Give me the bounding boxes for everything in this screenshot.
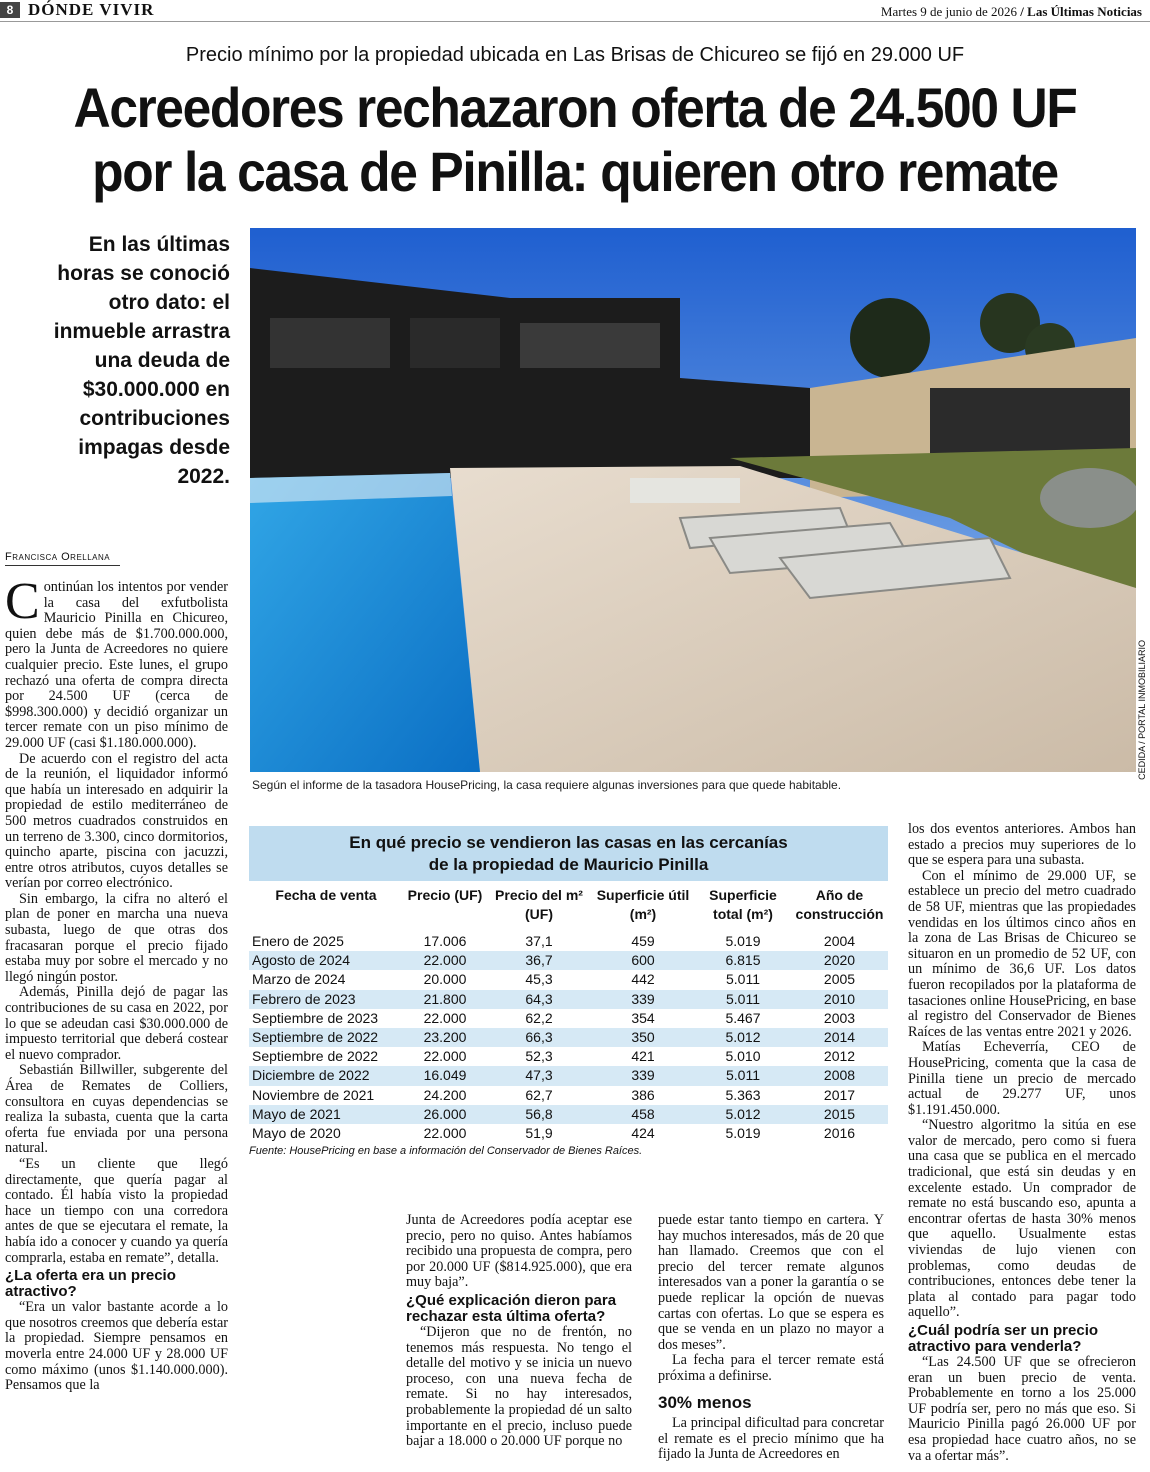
table-cell: 5.019 — [725, 933, 761, 949]
table-cell: 47,3 — [487, 1066, 591, 1085]
table-cell: 36,7 — [487, 951, 591, 970]
table-cell: 2012 — [823, 1048, 856, 1065]
table-cell: 354 — [631, 1009, 655, 1026]
table-cell: Noviembre de 2021 — [252, 1086, 375, 1103]
table-cell: Marzo de 2024 — [252, 971, 346, 988]
table-row — [249, 1124, 888, 1143]
col1-paragraph: “Era un valor bastante acorde a lo que nosotros creemos que debería estar la propiedad. Siempre pensamos en moverla entre 24.000 UF y 28.000 UF como máximo (unos $1.140.000.000). Pensamos que la — [5, 1299, 228, 1394]
article-column-4 — [908, 822, 1136, 1464]
table-cell: Febrero de 2023 — [249, 990, 403, 1009]
table-cell: 2017 — [823, 1086, 856, 1103]
col3-paragraph: La principal dificultad para concretar el remate es el precio mínimo que ha fijado la Junta de Acreedores en — [658, 1415, 884, 1463]
table-row — [249, 1047, 888, 1066]
article-column-2 — [406, 1213, 632, 1450]
table-cell: 339 — [591, 990, 695, 1009]
table-cell: 51,9 — [525, 1125, 553, 1142]
table-cell: 16.049 — [403, 1066, 487, 1085]
col1-paragraph: Sin embargo, la cifra no alteró el plan de poner en marcha una nueva subasta, luego de que otras dos fracasaran porque el precio fijado estaba muy por sobre el mercado y no llegó ningún postor. — [5, 890, 228, 985]
column-header: Año de construcción — [795, 887, 884, 922]
table-row — [249, 970, 888, 989]
section-title: DÓNDE VIVIR — [28, 0, 155, 19]
table-title-line: de la propiedad de Mauricio Pinilla — [428, 855, 709, 874]
table-cell: 45,3 — [525, 971, 553, 988]
table-cell: 350 — [591, 1028, 695, 1047]
table-row — [249, 1066, 888, 1085]
table-cell: Mayo de 2020 — [252, 1125, 341, 1142]
table-cell: Diciembre de 2022 — [249, 1066, 403, 1085]
interview-question: ¿Qué explicación dieron para rechazar esta última oferta? — [406, 1291, 617, 1325]
table-cell: 5.012 — [695, 1028, 791, 1047]
table-cell: 52,3 — [525, 1048, 553, 1065]
table-row — [249, 1009, 888, 1028]
table-row — [249, 932, 888, 951]
table-cell: 22.000 — [423, 1009, 467, 1026]
column-header: Precio (UF) — [407, 887, 483, 903]
page-number: 8 — [0, 2, 20, 18]
table-cell: 23.200 — [403, 1028, 487, 1047]
table-row — [249, 1105, 888, 1124]
interview-question: ¿Cuál podría ser un precio atractivo para venderla? — [908, 1322, 1099, 1355]
col4-paragraph: “Las 24.500 UF que se ofrecieron eran un buen precio de venta. Probablemente en torno a los 25.000 UF podría ser, pero no más que eso. Si Mauricio Pinilla pagó 26.000 UF por esa propiedad hace cuatro años, no se va a ofertar más”. — [908, 1354, 1136, 1464]
col3-paragraph: La fecha para el tercer remate está próxima a definirse. — [658, 1352, 884, 1384]
table-cell: 2003 — [823, 1009, 856, 1026]
table-cell: 421 — [631, 1048, 655, 1065]
table-cell: 2016 — [823, 1125, 856, 1142]
table-title-line: En qué precio se vendieron las casas en las cercanías — [349, 833, 788, 852]
table-cell: Septiembre de 2022 — [252, 1048, 379, 1065]
dateline — [881, 4, 1142, 20]
table-cell: 2014 — [791, 1028, 888, 1047]
article-column-3 — [658, 1213, 884, 1463]
byline: Francisca Orellana — [5, 551, 111, 563]
column-header: Superficie útil (m²) — [596, 887, 690, 922]
col1-paragraph: Sebastián Billwiller, subgerente del Área de Remates de Colliers, consultora en cuyas dependencias se realiza la subasta, cuenta que la carta oferta fue enviada por una persona natural. — [5, 1062, 228, 1157]
headline-line-2: por la casa de Pinilla: quieren otro remate — [92, 140, 1058, 203]
table-cell: 56,8 — [487, 1105, 591, 1124]
article-column-1 — [5, 573, 228, 1394]
table-cell: 600 — [591, 951, 695, 970]
table-cell: Septiembre de 2022 — [249, 1028, 403, 1047]
table-cell: 2005 — [823, 971, 856, 988]
header-rule — [0, 21, 1150, 22]
headline-line-1: Acreedores rechazaron oferta de 24.500 UF — [73, 76, 1077, 139]
table-cell: Septiembre de 2023 — [252, 1009, 379, 1026]
table-cell: 22.000 — [423, 1125, 467, 1142]
table-cell: 5.011 — [695, 990, 791, 1009]
col1-paragraph: Además, Pinilla dejó de pagar las contribuciones de su casa en 2022, por lo que se adeudan casi $30.000.000 de impuesto territorial que deberá costear el nuevo comprador. — [5, 984, 228, 1063]
table-cell: 5.011 — [726, 971, 760, 988]
table-row — [249, 1028, 888, 1047]
table-cell: Enero de 2025 — [252, 933, 344, 949]
table-cell: 2008 — [791, 1066, 888, 1085]
table-row — [249, 951, 888, 970]
table-cell: 2015 — [791, 1105, 888, 1124]
drop-cap: C — [5, 573, 40, 630]
house-photo — [250, 228, 1136, 772]
column-header: Fecha de venta — [275, 887, 377, 903]
table-row — [249, 990, 888, 1009]
subheading: 30% menos — [658, 1392, 752, 1412]
interview-question: ¿La oferta era un precio atractivo? — [5, 1267, 176, 1301]
col1-paragraph: De acuerdo con el registro del acta de la reunión, el liquidador informó que había un interesado en adquirir la propiedad de estilo mediterráneo de 500 metros cuadrados construidos en un terreno de 3.300, cinco dormitorios, quincho aparte, piscina con jacuzzi, entre otros atributos, cuyos detalles se verían por correo electrónico. — [5, 750, 228, 892]
col2-paragraph: Junta de Acreedores podía aceptar ese precio, pero no quiso. Antes habíamos recibido una propuesta de compra, pero por 20.000 UF ($814.925.000), que era muy baja”. — [406, 1212, 632, 1291]
table-cell: 66,3 — [487, 1028, 591, 1047]
table-cell: 62,7 — [525, 1086, 553, 1103]
kicker: Precio mínimo por la propiedad ubicada en Las Brisas de Chicureo se fijó en 29.000 UF — [185, 44, 965, 66]
table-cell: 2020 — [791, 951, 888, 970]
table-cell: 2010 — [791, 990, 888, 1009]
table-cell: Mayo de 2021 — [249, 1105, 403, 1124]
table-cell: 458 — [591, 1105, 695, 1124]
table-cell: 5.363 — [725, 1086, 761, 1103]
table-cell: Agosto de 2024 — [249, 951, 403, 970]
table-cell: 442 — [631, 971, 655, 988]
table-source: Fuente: HousePricing en base a información del Conservador de Bienes Raíces. — [249, 1145, 643, 1158]
table-cell: 5.467 — [725, 1009, 761, 1026]
table-cell: 64,3 — [487, 990, 591, 1009]
table-cell: 5.012 — [695, 1105, 791, 1124]
table-cell: 21.800 — [403, 990, 487, 1009]
sales-table — [249, 826, 888, 1157]
table-cell: 386 — [631, 1086, 655, 1103]
table-cell: 5.010 — [725, 1048, 761, 1065]
table-cell: 20.000 — [423, 971, 467, 988]
col3-paragraph: puede estar tanto tiempo en cartera. Y hay muchos interesados, más de 20 que han llamado. Creemos que con el precio del tercer remate algunos interesados van a poner la garantía o se puede replicar la opción de nuevas cartas con ofertas. Lo que se espera es que se venda en un plazo no mayor a dos meses”. — [658, 1212, 884, 1353]
col4-paragraph: “Nuestro algoritmo la sitúa en ese valor de mercado, pero como si fuera una casa que se publica en el mercado tradicional, que está sin deudas y en excelente estado. Un comprador de remate no está buscando eso, apunta a encontrar ofertas de hasta 30% menos que aquello. Usualmente estas viviendas de lujo vienen con problemas, como deudas de contribuciones, entonces debe tener la plata al contado para pagar todo aquello”. — [908, 1117, 1136, 1321]
col1-paragraph: “Es un cliente que llegó directamente, que quería pagar al contado. Él había visto la propiedad hace un tiempo con una corredora antes de que se ejecutara el remate, la había ido a conocer y cuando ya quería comprarla, estaba en remate”, detalla. — [5, 1155, 228, 1266]
table-cell: 17.006 — [423, 933, 467, 949]
table-cell: 424 — [631, 1125, 655, 1142]
lead-paragraph: En las últimas horas se conoció otro dato: el inmueble arrastra una deuda de $30.000.000 en contribuciones impagas desde 2022. — [53, 233, 230, 488]
table-cell: 459 — [631, 933, 655, 949]
table-cell: 26.000 — [403, 1105, 487, 1124]
table-cell: 339 — [591, 1066, 695, 1085]
headline — [46, 76, 1104, 204]
col2-paragraph: “Dijeron que no de frentón, no tenemos más respuesta. No tengo el detalle del motivo y se inicia un nuevo proceso, con una nueva fecha de remate. Si no hay interesados, probablemente la propiedad dé un salto importante en el precio, incluso puede bajar a 18.000 o 20.000 UF porque no — [406, 1323, 632, 1450]
photo-caption: Según el informe de la tasadora HousePricing, la casa requiere algunas inversiones para que quede habitable. — [252, 778, 842, 792]
publication-name: / Las Últimas Noticias — [1020, 4, 1142, 19]
table-cell: 5.019 — [725, 1125, 761, 1142]
col4-paragraph: los dos eventos anteriores. Ambos han estado a precios muy superiores de lo que se espera para una subasta. — [908, 821, 1136, 869]
table-cell: 24.200 — [423, 1086, 467, 1103]
table-cell: 6.815 — [695, 951, 791, 970]
table-cell: 37,1 — [525, 933, 553, 949]
table-row — [249, 1086, 888, 1105]
table-cell: 5.011 — [695, 1066, 791, 1085]
table-cell: 2004 — [823, 933, 856, 949]
photo-credit: CEDIDA / PORTAL INMOBILIARIO — [1137, 640, 1147, 780]
column-header: Superficie total (m²) — [709, 887, 777, 922]
table-cell: 62,2 — [525, 1009, 553, 1026]
column-header: Precio del m² (UF) — [495, 887, 583, 922]
col4-paragraph: Matías Echeverría, CEO de HousePricing, comenta que la casa de Pinilla tiene un precio de mercado actual de 29.277 UF, unos $1.191.450.000. — [908, 1039, 1136, 1118]
col4-paragraph: Con el mínimo de 29.000 UF, se establece un precio del metro cuadrado de 58 UF, mientras que las propiedades vendidas en los últimos cinco años en la zona de Las Brisas de Chicureo se situaron en un promedio de 52 UF, con un mínimo de 36,6 UF. Los datos fueron recopilados por la plataforma de tasaciones online HousePricing, en base al registro del Conservador de Bienes Raíces de las ventas entre 2021 y 2026. — [908, 867, 1136, 1040]
sales-data-table — [249, 881, 888, 1143]
byline-rule — [5, 565, 120, 566]
table-title — [249, 826, 888, 881]
table-cell: 22.000 — [403, 951, 487, 970]
table-cell: 22.000 — [423, 1048, 467, 1065]
col1-paragraph: ontinúan los intentos por vender la casa del exfutbolista Mauricio Pinilla en Chicureo, quien debe más de $1.700.000.000, pero la Junta de Acreedores no quiere cualquier precio. Este lunes, el grupo rechazó una oferta de compra directa por 24.500 UF (cerca de $998.300.000) y decidió organizar un tercer remate con un piso mínimo de 29.000 UF (casi $1.180.000.000). — [5, 579, 228, 751]
issue-date: Martes 9 de junio de 2026 — [880, 4, 1018, 19]
